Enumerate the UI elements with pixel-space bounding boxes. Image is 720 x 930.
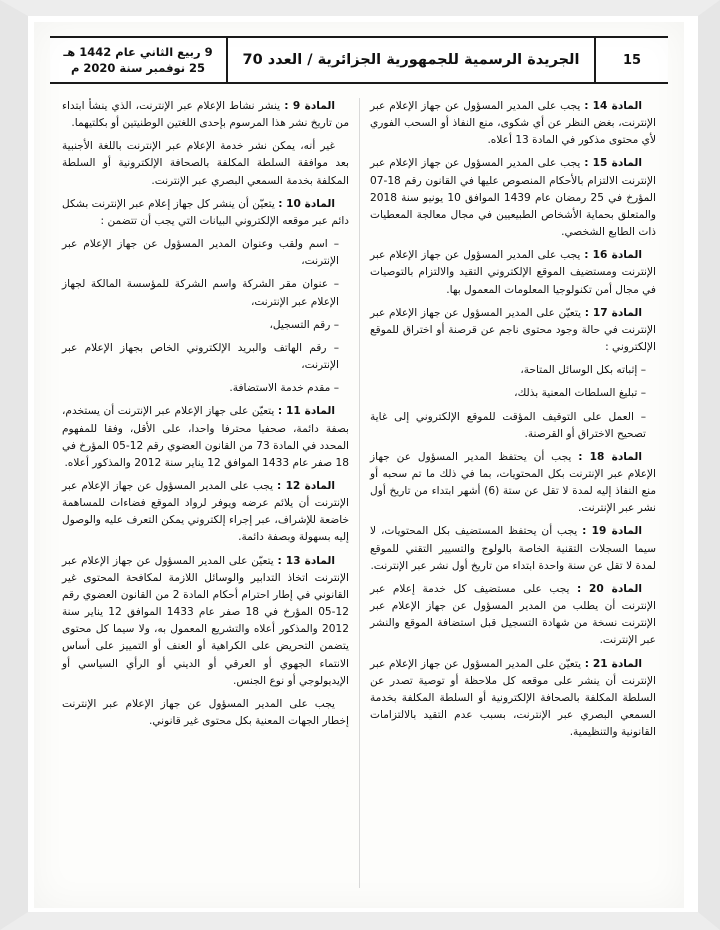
article-label: المادة 9 :: [284, 100, 335, 112]
article-text: يجب على المدير المسؤول عن جهاز الإعلام عبر الإنترنت، بغض النظر عن أي شكوى، منع النفاذ أو السحب الفوري لأي محتوى مذكور في المادة 13 أعلاه.: [370, 100, 656, 147]
item-10-3: [62, 317, 349, 334]
article-text: يتعيّن على المدير المسؤول عن جهاز الإعلام عبر الإنترنت في حالة وجود محتوى ناجم عن قرصنة أو اختراق للموقع الإلكتروني :: [370, 306, 656, 354]
item-10-2: [62, 276, 349, 310]
article-label: المادة 20 :: [576, 582, 642, 595]
article-text: – رقم التسجيل،: [269, 318, 339, 331]
article-text: يتعيّن أن ينشر كل جهاز إعلام عبر الإنترنت بشكل دائم عبر موقعه الإلكتروني البيانات التي يجب أن تتضمن :: [62, 197, 349, 227]
article-text: يجب على مستضيف كل خدمة إعلام عبر الإنترنت أن يطلب من المدير المسؤول عن جهاز الإعلام عبر الإنترنت نسخة من شهادة التسجيل قبل استضافة الموقع والنشر عبر الإنترنت.: [370, 582, 656, 647]
article-label: المادة 11 :: [277, 405, 335, 418]
article-16: [370, 247, 656, 298]
article-label: المادة 19 :: [582, 525, 642, 538]
article-text: يجب أن يحتفظ المدير المسؤول عن جهاز الإعلام عبر الإنترنت بكل المحتويات، بما في ذلك ما تم سحبه أو منع النفاذ إليه لمدة لا تقل عن ستة (6) أشهر ابتداء من تاريخ أول نشر عبر الإنترنت.: [370, 450, 656, 515]
article-9: [62, 98, 349, 132]
date-gregorian: 25 نوفمبر سنة 2020 م: [70, 61, 206, 75]
article-15: [370, 155, 656, 241]
article-text: غير أنه، يمكن نشر خدمة الإعلام عبر الإنترنت باللغة الأجنبية بعد موافقة السلطة المكلفة بالصحافة الإلكترونية أو السلطة المكلفة بخدمة السمعي البصري عبر الإنترنت.: [62, 140, 349, 187]
article-17: [370, 305, 656, 356]
article-label: المادة 16 :: [584, 249, 642, 262]
article-label: المادة 21 :: [584, 657, 642, 670]
article-text: – رقم الهاتف والبريد الإلكتروني الخاص بجهاز الإعلام عبر الإنترنت،: [62, 341, 339, 372]
article-text: – تبليغ السلطات المعنية بذلك،: [514, 387, 646, 400]
article-13: [62, 553, 349, 690]
header-date-block: [50, 38, 228, 82]
article-text: يجب على المدير المسؤول عن جهاز الإعلام عبر الإنترنت أن يلائم عرضه ويوفر لرواد الموقع فضاءات للمساهمة خاضعة للإشراف، عبر إجراء إلكتروني يمكن التعرف عليه والوصول إليه بسهولة وبصفة دائمة.: [62, 479, 349, 544]
body-columns: [52, 98, 666, 888]
article-18: [370, 449, 656, 518]
article-text: يجب على المدير المسؤول عن جهاز الإعلام عبر الإنترنت الالتزام بالأحكام المنصوص عليها في القانون رقم 18-07 المؤرخ في 25 رمضان عام 1439 الموافق 10 يونيو سنة 2018 والمتعلق بحماية الأشخاص الطبيعيين في مجال معالجة المعطيات ذات الطابع الشخصي.: [370, 157, 656, 239]
article-text: يتعيّن على المدير المسؤول عن جهاز الإعلام عبر الإنترنت اتخاذ التدابير والوسائل اللازمة لمكافحة المحتوى غير القانوني في إطار احترام أحكام المادة 2 من القانون العضوي رقم 12-05 المؤرخ في 18 صفر عام 1433 الموافق 12 يناير سنة 2012 والمذكور أعلاه والتشريع المعمول به، ولا سيما كل محتوى يتضمن التحريض على الكراهية أو العنف أو التمييز على أساس الانتماء الجهوي أو العرقي أو الديني أو الرأي السياسي أو الإيديولوجي أو نوع الجنس.: [62, 554, 349, 687]
article-text: – عنوان مقر الشركة واسم الشركة للمؤسسة المالكة لجهاز الإعلام عبر الإنترنت،: [62, 278, 339, 308]
item-17-3: [370, 409, 656, 443]
item-17-2: [370, 385, 656, 402]
page-header: [50, 36, 668, 84]
article-21: [370, 656, 656, 742]
article-label: المادة 13 :: [277, 554, 335, 567]
article-text: يجب أن يحتفظ المستضيف بكل المحتويات، لا سيما السجلات التقنية الخاصة بالولوج والتسيير التقني للموقع لمدة لا تقل عن سنة واحدة ابتداء من تاريخ أول نشر عبر الإنترنت.: [370, 525, 656, 572]
item-10-5: [62, 380, 349, 397]
date-hijri: 9 ربيع الثاني عام 1442 هـ: [63, 44, 213, 59]
article-text: يتعيّن على جهاز الإعلام عبر الإنترنت أن يستخدم، بصفة دائمة، صحفيا محترفا واحدا، على الأقل، وفقا للمفهوم المحدد في المادة 73 من القانون العضوي رقم 12-05 المؤرخ في 18 صفر عام 1433 الموافق 12 يناير سنة 2012 والمذكور أعلاه.: [62, 405, 349, 469]
article-13-note: [62, 696, 349, 730]
article-text: – العمل على التوقيف المؤقت للموقع الإلكتروني إلى غاية تصحيح الاختراق أو القرصنة.: [370, 410, 646, 440]
article-text: يجب على المدير المسؤول عن جهاز الإعلام عبر الإنترنت ومستضيف الموقع الإلكتروني التقيد والالتزام بالتوصيات في مجال أمن تكنولوجيا المعلومات المعمول بها.: [370, 249, 656, 296]
article-text: يتعيّن على المدير المسؤول عن جهاز الإعلام عبر الإنترنت أن ينشر على موقعه كل ملاحظة أو توصية تصدر عن السلطة المكلفة بالصحافة الإلكترونية أو السلطة المكلفة بخدمة السمعي البصري عبر الإنترنت، بسبب عدم التقيد بالالتزامات القانونية والتنظيمية.: [370, 657, 656, 739]
article-12: [62, 478, 349, 547]
article-10: [62, 196, 349, 230]
page-number: 15: [594, 38, 668, 82]
column-left: [52, 98, 359, 888]
article-text: – اسم ولقب وعنوان المدير المسؤول عن جهاز الإعلام عبر الإنترنت،: [62, 238, 339, 268]
article-label: المادة 15 :: [584, 157, 642, 170]
article-label: المادة 12 :: [277, 479, 335, 492]
scanned-sheet: [34, 22, 684, 908]
column-right: [359, 98, 666, 888]
article-label: المادة 14 :: [584, 100, 642, 112]
article-11: [62, 403, 349, 472]
journal-title: الجريدة الرسمية للجمهورية الجزائرية / العدد 70: [242, 52, 580, 68]
article-9-note: [62, 138, 349, 189]
item-10-1: [62, 236, 349, 270]
article-text: – مقدم خدمة الاستضافة.: [229, 382, 339, 395]
article-label: المادة 17 :: [584, 306, 642, 319]
article-text: – إثباته بكل الوسائل المتاحة،: [520, 364, 646, 377]
article-label: المادة 10 :: [278, 197, 335, 210]
article-text: يجب على المدير المسؤول عن جهاز الإعلام عبر الإنترنت إخطار الجهات المعنية بكل محتوى غير قانوني.: [62, 697, 349, 727]
article-19: [370, 523, 656, 574]
item-10-4: [62, 340, 349, 374]
article-label: المادة 18 :: [578, 450, 642, 463]
article-20: [370, 581, 656, 650]
item-17-1: [370, 362, 656, 379]
article-text: ينشر نشاط الإعلام عبر الإنترنت، الذي ينشأ ابتداء من تاريخ نشر هذا المرسوم بإحدى اللغتين الوطنيتين أو بكلتيهما.: [62, 100, 349, 130]
article-14: [370, 98, 656, 149]
